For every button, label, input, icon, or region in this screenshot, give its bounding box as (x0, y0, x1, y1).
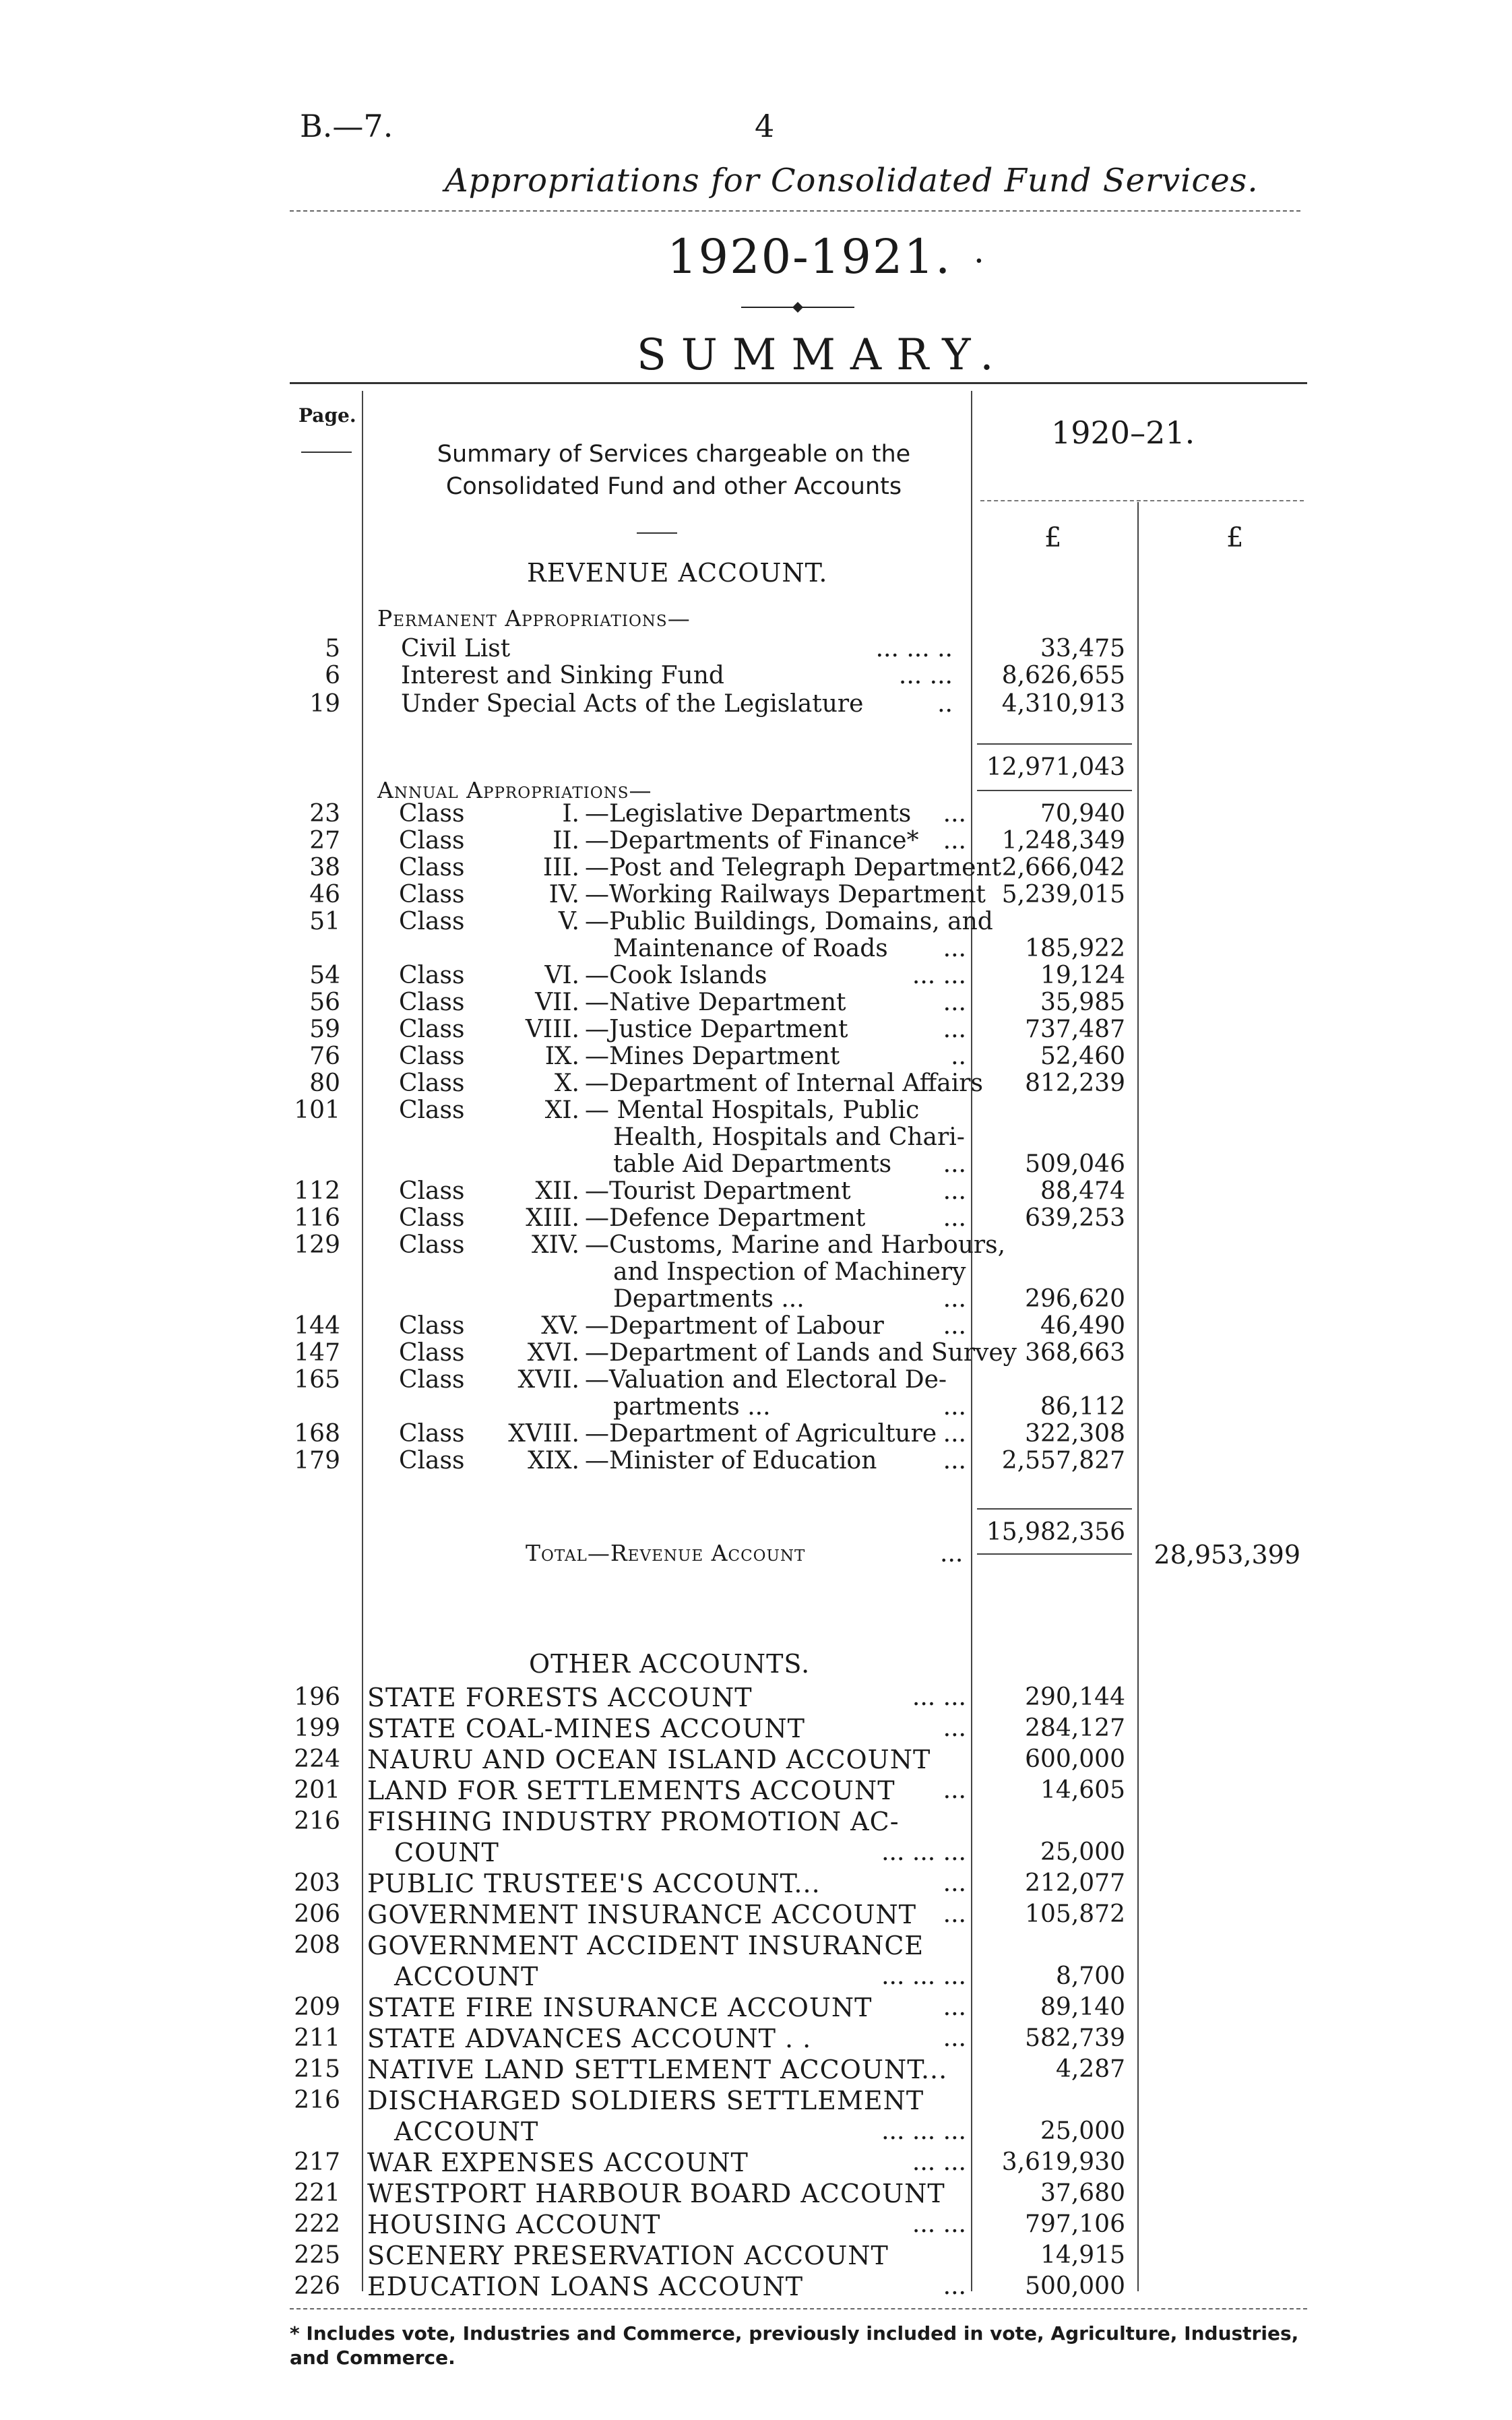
row-page: 129 (294, 1231, 340, 1259)
row-page: 23 (309, 800, 340, 828)
row-description: —Mines Department (585, 1043, 840, 1070)
row-label: GOVERNMENT INSURANCE ACCOUNT (367, 1900, 917, 1929)
annual-appropriations-heading: Annual Appropriations— (377, 777, 652, 803)
table-row-amount-line (0, 935, 1512, 962)
total-revenue-label: Total—Revenue Account (526, 1540, 806, 1566)
row-page: 51 (309, 908, 340, 935)
table-row-continuation (0, 1838, 1512, 1867)
row-class-label: Class (399, 854, 465, 881)
row-amount: 14,605 (1040, 1776, 1125, 1804)
row-leader-dots: ... ... ... (881, 1962, 966, 1990)
table-row-amount-line (0, 801, 1512, 828)
row-amount: 797,106 (1025, 2210, 1125, 2238)
row-amount: 37,680 (1040, 2179, 1125, 2207)
row-amount: 812,239 (1025, 1069, 1125, 1097)
permanent-subtotal-rule-bottom (977, 790, 1132, 791)
row-label: FISHING INDUSTRY PROMOTION AC- (367, 1807, 900, 1836)
table-row-amount-line (0, 1313, 1512, 1340)
row-description: —Department of Agriculture (585, 1420, 937, 1448)
row-leader-dots: ... (943, 2024, 966, 2052)
table-row-continuation (0, 2117, 1512, 2146)
table-row-continuation (0, 1259, 1512, 1286)
row-amount: 509,046 (1025, 1150, 1125, 1178)
annual-subtotal-rule-bottom (977, 1553, 1132, 1555)
row-amount: 284,127 (1025, 1714, 1125, 1742)
row-leader-dots: ... (943, 935, 966, 962)
row-label-cont: ACCOUNT (394, 2117, 539, 2146)
table-top-rule (290, 382, 1307, 384)
row-page: 217 (294, 2148, 340, 2176)
row-amount: 2,557,827 (1001, 1447, 1125, 1475)
row-description: —Justice Department (585, 1016, 848, 1043)
row-leader-dots: .. (951, 1043, 966, 1070)
row-description-cont: Health, Hospitals and Chari- (613, 1123, 965, 1151)
row-amount: 5,239,015 (1001, 881, 1125, 908)
row-description-cont: Departments ... (613, 1285, 805, 1313)
row-class-label: Class (399, 1447, 465, 1475)
row-description: —Minister of Education (585, 1447, 877, 1475)
row-leader-dots: ... ... ... (881, 1838, 966, 1866)
row-amount: 4,310,913 (1001, 690, 1125, 718)
footnote: * Includes vote, Industries and Commerce, previously included in vote, Agriculture, Industries, and Commerce. (290, 2322, 1299, 2369)
table-row (0, 662, 1512, 689)
row-class-label: Class (399, 962, 465, 989)
row-label: DISCHARGED SOLDIERS SETTLEMENT (367, 2086, 924, 2115)
row-leader-dots: ... ... (912, 2148, 966, 2176)
row-label: WESTPORT HARBOUR BOARD ACCOUNT (367, 2179, 945, 2208)
row-label: WAR EXPENSES ACCOUNT (367, 2148, 749, 2177)
row-page: 215 (294, 2055, 340, 2083)
row-page: 38 (309, 854, 340, 881)
summary-title: SUMMARY. (637, 330, 1009, 380)
row-amount: 185,922 (1025, 935, 1125, 962)
row-amount: 70,940 (1040, 800, 1125, 828)
table-row-amount-line (0, 1394, 1512, 1421)
row-leader-dots: ... (943, 1869, 966, 1897)
table-row (0, 691, 1512, 718)
row-description-cont: table Aid Departments (613, 1150, 892, 1178)
row-page: 203 (294, 1869, 340, 1897)
table-row (0, 1931, 1512, 1960)
row-page: 208 (294, 1931, 340, 1959)
row-page: 5 (325, 635, 340, 662)
row-label: HOUSING ACCOUNT (367, 2210, 661, 2239)
row-class-number: I. (562, 800, 579, 828)
row-page: 168 (294, 1420, 340, 1448)
row-leader-dots: ... ... (912, 962, 966, 989)
annual-subtotal-rule (977, 1508, 1132, 1510)
table-row (0, 1869, 1512, 1898)
table-row (0, 1900, 1512, 1929)
row-amount: 8,626,655 (1001, 662, 1125, 689)
table-row (0, 2024, 1512, 2053)
row-page: 199 (294, 1714, 340, 1742)
table-row (0, 1714, 1512, 1743)
row-label: GOVERNMENT ACCIDENT INSURANCE (367, 1931, 924, 1960)
table-row (0, 2210, 1512, 2239)
table-row (0, 635, 1512, 662)
row-page: 206 (294, 1900, 340, 1928)
row-page: 101 (294, 1096, 340, 1124)
row-amount: 46,490 (1040, 1312, 1125, 1340)
table-row (0, 1993, 1512, 2022)
row-label-cont: ACCOUNT (394, 1962, 539, 1991)
row-amount: 19,124 (1040, 962, 1125, 989)
row-leader-dots: ... ... (912, 2210, 966, 2238)
year-title: 1920-1921. (667, 229, 952, 284)
row-amount: 737,487 (1025, 1016, 1125, 1043)
table-row (0, 2179, 1512, 2208)
row-leader-dots: ... (943, 1714, 966, 1742)
row-page: 6 (325, 662, 340, 689)
table-row-amount-line (0, 1448, 1512, 1475)
row-class-label: Class (399, 1339, 465, 1367)
other-accounts-heading: OTHER ACCOUNTS. (529, 1649, 811, 1679)
row-leader-dots: ... ... (912, 1683, 966, 1711)
row-page: 147 (294, 1339, 340, 1367)
row-description: —Department of Labour (585, 1312, 884, 1340)
row-page: 211 (294, 2024, 340, 2052)
total-revenue-amount: 28,953,399 (1154, 1540, 1300, 1570)
row-page: 112 (294, 1177, 340, 1205)
row-class-label: Class (399, 1096, 465, 1124)
table-row-amount-line (0, 1340, 1512, 1367)
row-class-label: Class (399, 1069, 465, 1097)
row-amount: 296,620 (1025, 1285, 1125, 1313)
row-description-cont: Maintenance of Roads (613, 935, 888, 962)
row-description: —Post and Telegraph Department (585, 854, 1002, 881)
table-row (0, 908, 1512, 935)
table-row-continuation (0, 1124, 1512, 1151)
row-class-label: Class (399, 1366, 465, 1394)
row-page: 56 (309, 989, 340, 1016)
row-description-cont: partments ... (613, 1393, 771, 1421)
row-label: STATE COAL-MINES ACCOUNT (367, 1714, 805, 1743)
row-leader-dots: ... (943, 1393, 966, 1421)
table-row (0, 1807, 1512, 1836)
row-class-number: IX. (544, 1043, 579, 1070)
row-class-label: Class (399, 1043, 465, 1070)
footnote-rule (290, 2308, 1307, 2309)
row-page: 201 (294, 1776, 340, 1804)
row-amount: 14,915 (1040, 2241, 1125, 2269)
row-page: 27 (309, 827, 340, 855)
row-leader-dots: ... ... .. (875, 635, 953, 662)
row-leader-dots: ... (943, 1776, 966, 1804)
row-page: 196 (294, 1683, 340, 1711)
row-amount: 88,474 (1040, 1177, 1125, 1205)
row-amount: 105,872 (1025, 1900, 1125, 1928)
table-row (0, 2055, 1512, 2084)
row-page: 179 (294, 1447, 340, 1475)
row-label: NATIVE LAND SETTLEMENT ACCOUNT... (367, 2055, 948, 2084)
table-row-amount-line (0, 1205, 1512, 1232)
row-amount: 25,000 (1040, 2117, 1125, 2145)
row-description: — Mental Hospitals, Public (585, 1096, 920, 1124)
row-description: —Customs, Marine and Harbours, (585, 1231, 1006, 1259)
row-amount: 290,144 (1025, 1683, 1125, 1711)
table-row-amount-line (0, 1151, 1512, 1178)
row-amount: 322,308 (1025, 1420, 1125, 1448)
description-header-rule (637, 532, 677, 534)
year-header-rule (980, 500, 1304, 501)
table-row (0, 2086, 1512, 2115)
table-row-amount-line (0, 1016, 1512, 1043)
row-label: SCENERY PRESERVATION ACCOUNT (367, 2241, 889, 2270)
table-row-amount-line (0, 828, 1512, 855)
row-description: —Cook Islands (585, 962, 767, 989)
row-class-label: Class (399, 827, 465, 855)
table-row (0, 1367, 1512, 1394)
row-class-label: Class (399, 1177, 465, 1205)
row-leader-dots: ... (943, 1016, 966, 1043)
row-class-label: Class (399, 1016, 465, 1043)
row-leader-dots: .. (937, 690, 953, 718)
row-page: 144 (294, 1312, 340, 1340)
header-rule (290, 210, 1300, 212)
row-label: Civil List (401, 635, 511, 662)
table-row-amount-line (0, 962, 1512, 989)
row-class-label: Class (399, 881, 465, 908)
permanent-subtotal-rule (977, 743, 1132, 745)
row-amount: 25,000 (1040, 1838, 1125, 1866)
page-header-rule (301, 452, 352, 453)
row-amount: 1,248,349 (1001, 827, 1125, 855)
row-amount: 582,739 (1025, 2024, 1125, 2052)
table-row-amount-line (0, 1421, 1512, 1448)
row-page: 54 (309, 962, 340, 989)
row-leader-dots: ... ... (898, 662, 953, 689)
row-page: 221 (294, 2179, 340, 2207)
revenue-account-heading: REVENUE ACCOUNT. (527, 558, 828, 588)
row-description: —Department of Lands and Survey (585, 1339, 1017, 1367)
row-leader-dots: ... (943, 1420, 966, 1448)
row-class-number: VII. (535, 989, 579, 1016)
row-class-number: XII. (535, 1177, 579, 1205)
table-row-amount-line (0, 989, 1512, 1016)
row-amount: 368,663 (1025, 1339, 1125, 1367)
row-class-number: VI. (544, 962, 579, 989)
row-amount: 212,077 (1025, 1869, 1125, 1897)
row-label: EDUCATION LOANS ACCOUNT (367, 2272, 804, 2301)
permanent-appropriations-heading: Permanent Appropriations— (377, 605, 691, 631)
document-code: B.—7. (300, 108, 393, 144)
row-class-number: XIX. (528, 1447, 579, 1475)
row-class-label: Class (399, 1204, 465, 1232)
row-class-label: Class (399, 908, 465, 935)
row-leader-dots: ... (943, 1204, 966, 1232)
page-heading: Appropriations for Consolidated Fund Services. (445, 162, 1259, 199)
table-row-amount-line (0, 1043, 1512, 1070)
row-leader-dots: ... (943, 827, 966, 855)
row-label: STATE ADVANCES ACCOUNT . . (367, 2024, 812, 2053)
row-class-number: XIII. (526, 1204, 579, 1232)
row-description-cont: and Inspection of Machinery (613, 1258, 966, 1286)
row-description: —Departments of Finance* (585, 827, 919, 855)
row-page: 59 (309, 1016, 340, 1043)
table-row (0, 1232, 1512, 1259)
row-page: 165 (294, 1366, 340, 1394)
row-class-number: III. (542, 854, 579, 881)
table-row-amount-line (0, 1286, 1512, 1313)
currency-symbol-sub: £ (1044, 522, 1062, 553)
row-amount: 35,985 (1040, 989, 1125, 1016)
year-column-header: 1920–21. (1051, 414, 1195, 451)
row-amount: 4,287 (1055, 2055, 1125, 2083)
row-description: —Working Railways Department (585, 881, 986, 908)
row-amount: 2,666,042 (1001, 854, 1125, 881)
row-leader-dots: ... (943, 989, 966, 1016)
row-class-number: XIV. (532, 1231, 579, 1259)
row-class-number: XVI. (527, 1339, 579, 1367)
table-row (0, 1097, 1512, 1124)
row-class-label: Class (399, 800, 465, 828)
row-description: —Tourist Department (585, 1177, 851, 1205)
row-page: 216 (294, 1807, 340, 1835)
row-label: Under Special Acts of the Legislature (401, 690, 864, 718)
row-class-label: Class (399, 1420, 465, 1448)
row-description: —Department of Internal Affairs (585, 1069, 983, 1097)
row-leader-dots: ... ... ... (881, 2117, 966, 2145)
row-class-label: Class (399, 1231, 465, 1259)
table-row (0, 1683, 1512, 1712)
table-row (0, 2241, 1512, 2270)
row-description: —Public Buildings, Domains, and (585, 908, 993, 935)
row-description: —Defence Department (585, 1204, 866, 1232)
row-label: STATE FIRE INSURANCE ACCOUNT (367, 1993, 873, 2022)
row-class-number: IV. (548, 881, 579, 908)
annual-subtotal: 15,982,356 (986, 1518, 1125, 1546)
row-page: 209 (294, 1993, 340, 2021)
row-page: 226 (294, 2272, 340, 2300)
row-description: —Native Department (585, 989, 846, 1016)
row-amount: 86,112 (1040, 1393, 1125, 1421)
row-label: LAND FOR SETTLEMENTS ACCOUNT (367, 1776, 895, 1805)
row-class-number: XVII. (517, 1366, 579, 1394)
row-class-number: VIII. (525, 1016, 579, 1043)
row-label-cont: COUNT (394, 1838, 499, 1867)
row-page: 80 (309, 1069, 340, 1097)
row-leader-dots: ... (943, 1150, 966, 1178)
row-class-number: XI. (544, 1096, 579, 1124)
row-amount: 500,000 (1025, 2272, 1125, 2300)
row-description: —Valuation and Electoral De- (585, 1366, 947, 1394)
table-row (0, 1776, 1512, 1805)
table-row (0, 2148, 1512, 2177)
page-column-header: Page. (298, 404, 356, 427)
row-page: 225 (294, 2241, 340, 2269)
row-class-label: Class (399, 989, 465, 1016)
row-page: 216 (294, 2086, 340, 2114)
description-column-header: Summary of Services chargeable on the Consolidated Fund and other Accounts (437, 441, 911, 500)
row-label: Interest and Sinking Fund (401, 662, 724, 689)
row-leader-dots: ... (943, 800, 966, 828)
table-row-amount-line (0, 855, 1512, 881)
table-row-amount-line (0, 1178, 1512, 1205)
table-row (0, 1745, 1512, 1774)
row-amount: 639,253 (1025, 1204, 1125, 1232)
row-page: 19 (309, 690, 340, 718)
row-page: 46 (309, 881, 340, 908)
total-revenue-dots: ... (940, 1540, 964, 1568)
row-label: NAURU AND OCEAN ISLAND ACCOUNT (367, 1745, 931, 1774)
row-class-number: V. (558, 908, 579, 935)
row-label: STATE FORESTS ACCOUNT (367, 1683, 753, 1712)
row-page: 222 (294, 2210, 340, 2238)
ornament-divider (741, 300, 854, 315)
row-label: PUBLIC TRUSTEE'S ACCOUNT... (367, 1869, 821, 1898)
row-amount: 52,460 (1040, 1043, 1125, 1070)
row-class-number: XVIII. (508, 1420, 579, 1448)
page-number: 4 (755, 108, 775, 144)
stray-mark: · (974, 241, 984, 280)
table-row-amount-line (0, 881, 1512, 908)
row-page: 76 (309, 1043, 340, 1070)
row-amount: 8,700 (1055, 1962, 1125, 1990)
row-page: 116 (294, 1204, 340, 1232)
table-row-continuation (0, 1962, 1512, 1991)
row-page: 224 (294, 1745, 340, 1773)
row-amount: 600,000 (1025, 1745, 1125, 1773)
row-description: —Legislative Departments (585, 800, 912, 828)
row-leader-dots: ... (943, 1312, 966, 1340)
row-leader-dots: ... (943, 1900, 966, 1928)
row-leader-dots: ... (943, 1285, 966, 1313)
row-class-number: X. (554, 1069, 579, 1097)
row-leader-dots: ... (943, 2272, 966, 2300)
currency-symbol-total: £ (1226, 522, 1244, 553)
row-leader-dots: ... (943, 1447, 966, 1475)
row-leader-dots: ... (943, 1993, 966, 2021)
row-amount: 89,140 (1040, 1993, 1125, 2021)
row-amount: 33,475 (1040, 635, 1125, 662)
row-amount: 3,619,930 (1001, 2148, 1125, 2176)
row-leader-dots: ... (943, 1177, 966, 1205)
row-class-number: II. (553, 827, 579, 855)
table-row-amount-line (0, 1070, 1512, 1097)
table-row (0, 2272, 1512, 2301)
row-class-label: Class (399, 1312, 465, 1340)
row-class-number: XV. (541, 1312, 579, 1340)
permanent-subtotal: 12,971,043 (986, 753, 1125, 781)
